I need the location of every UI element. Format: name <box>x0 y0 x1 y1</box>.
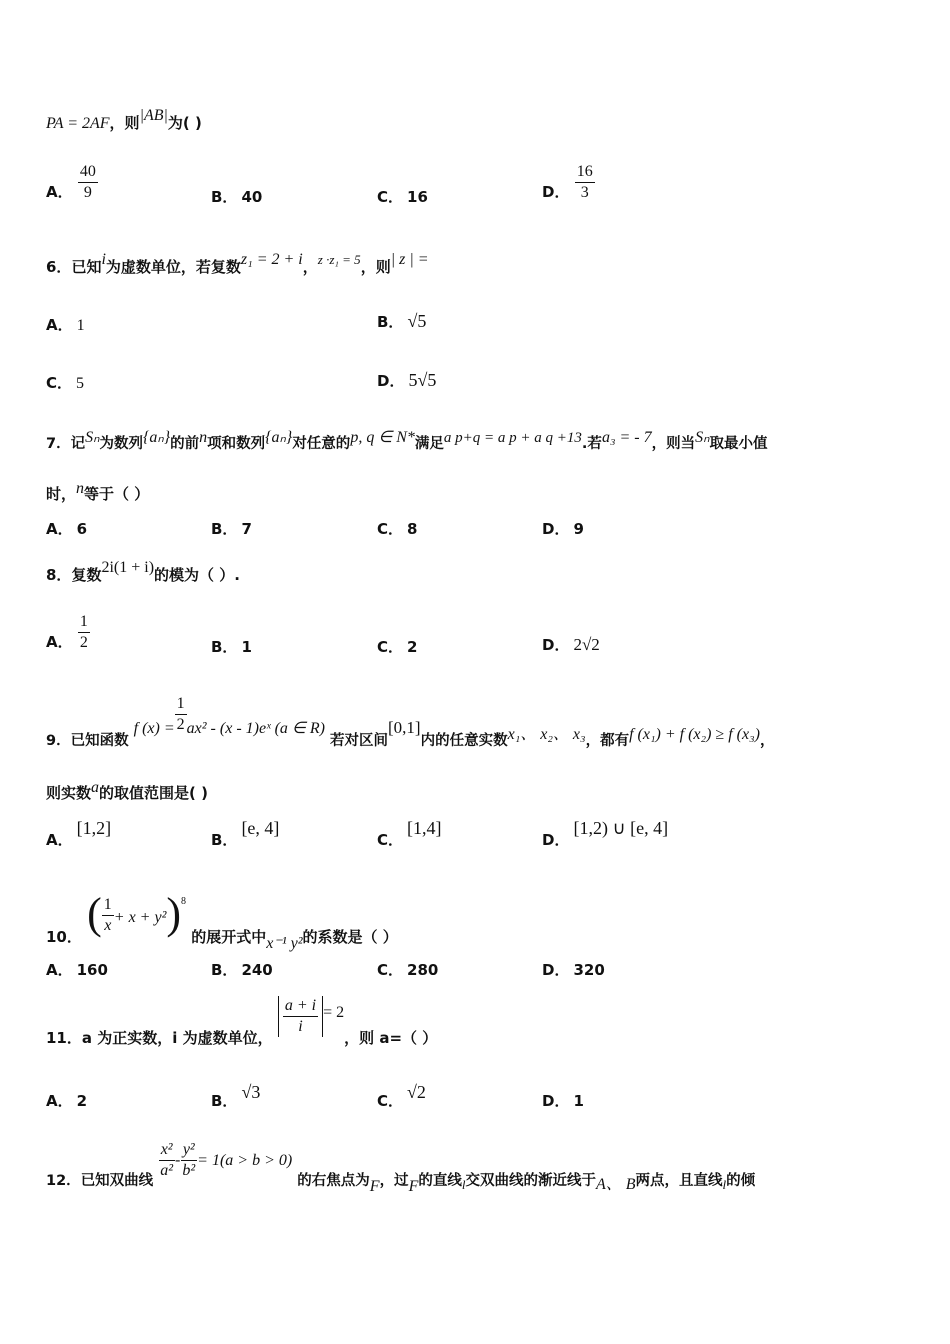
q12-rhs: = 1(a > b > 0) <box>197 1151 293 1169</box>
q9-inequality: f (x₁) + f (x₂) ≥ f (x₃) <box>629 725 760 743</box>
q12-stem: 12．已知双曲线 $\frac{\text{x²}}{\text{a²}}$ - $\frac{\text{y²}}{\text{b²}}$ = 1(a > b > 0) 的右焦点为F，过F的直线l交双曲线的渐近线于A、 B两点，且直线l的倾 <box>46 1141 756 1195</box>
q7-relation: a p+q = a p + a q +13 <box>443 430 582 446</box>
q10-option-c[interactable]: C． 280 <box>377 961 439 979</box>
q7-option-b[interactable]: B． 7 <box>211 520 252 538</box>
q11-option-d[interactable]: D． 1 <box>542 1092 584 1110</box>
q6-product: z ·z₁ = 5 <box>317 252 361 267</box>
q6-z1: z₁ = 2 + i <box>240 251 303 268</box>
q8-option-c[interactable]: C． 2 <box>377 638 418 656</box>
q10-power: 8 <box>181 896 187 907</box>
q5-stem: PA = 2AF，则|AB|为( ) <box>46 107 202 132</box>
q9-stem: 9．已知函数 f (x) = $\frac{1}{2}$ ax² - (x - 1)eˣ (a ∈ R) 若对区间[0,1]内的任意实数x₁、 x₂、 x₃，都有f (x₁) + f (x₂) ≥ f (x₃)， <box>46 695 775 749</box>
question-number: 12． <box>46 1172 81 1189</box>
q10-option-a[interactable]: A． 160 <box>46 961 108 979</box>
q5-option-c[interactable]: C． 16 <box>377 188 428 206</box>
q5-option-d[interactable]: D． $\frac{16}{3}$ <box>542 163 593 201</box>
q10-stem: 10． ( $\frac{1}{x}$ + x + y²)$^8$ 的展开式中x⁻¹ y²的系数是（ ） <box>46 889 398 952</box>
q6-option-a[interactable]: A． 1 <box>46 316 85 334</box>
q8-expression: 2i(1 + i) <box>101 559 155 576</box>
q11-stem: 11．a 为正实数，i 为虚数单位， $\frac{a + i}{i}$ = 2，则 a=（ ） <box>46 997 438 1047</box>
q5-abs-ab: |AB| <box>139 107 168 124</box>
question-number: 9． <box>46 732 71 749</box>
q6-stem: 6．已知i为虚数单位，若复数z₁ = 2 + i，z ·z₁ = 5，则| z | = <box>46 251 429 276</box>
q8-option-a[interactable]: A． $\frac{1}{2}$ <box>46 613 88 651</box>
q12-y-fraction: $\frac{\text{y²}}{\text{b²}}$ <box>182 1141 196 1179</box>
question-number: 7． <box>46 436 71 452</box>
q9-option-c[interactable]: C．[1,4] <box>377 818 442 849</box>
q9-half-fraction: $\frac{1}{2}$ <box>176 695 185 733</box>
q7-option-a[interactable]: A． 6 <box>46 520 88 538</box>
q9-option-b[interactable]: B．[e, 4] <box>211 818 280 849</box>
q7-option-d[interactable]: D． 9 <box>542 520 584 538</box>
q11-option-a[interactable]: A． 2 <box>46 1092 88 1110</box>
question-number: 8． <box>46 566 72 584</box>
q11-modulus: $\frac{a + i}{i}$ <box>278 996 323 1037</box>
question-number: 11． <box>46 1029 82 1047</box>
q10-reciprocal-fraction: $\frac{1}{x}$ <box>103 896 112 934</box>
q8-option-d[interactable]: D． 2√2 <box>542 635 600 654</box>
q6-option-b[interactable]: B． √5 <box>377 311 427 331</box>
q9-interval: [0,1] <box>388 717 421 737</box>
q11-option-c[interactable]: C． √2 <box>377 1082 426 1110</box>
q7-stem-line2: 时，n等于（ ） <box>46 480 150 503</box>
q5-option-d-fraction: $\frac{16}{3}$ <box>576 163 593 201</box>
q9-stem-line2: 则实数a的取值范围是( ) <box>46 779 208 802</box>
q10-option-d[interactable]: D． 320 <box>542 961 605 979</box>
q8-option-b[interactable]: B． 1 <box>211 638 252 656</box>
q9-option-d[interactable]: D．[1,2) ∪ [e, 4] <box>542 818 669 849</box>
q10-option-b[interactable]: B． 240 <box>211 961 273 979</box>
q8-stem: 8．复数2i(1 + i)的模为（ ）. <box>46 559 240 584</box>
q9-option-a[interactable]: A．[1,2] <box>46 818 112 849</box>
q7-option-c[interactable]: C． 8 <box>377 520 418 538</box>
q5-option-a-fraction: $\frac{40}{9}$ <box>79 163 96 201</box>
q10-term: x⁻¹ y² <box>266 935 303 952</box>
question-number: 6． <box>46 258 72 276</box>
q12-x-fraction: $\frac{\text{x²}}{\text{a²}}$ <box>160 1141 174 1179</box>
question-number: 10． <box>46 928 82 946</box>
q5-option-b[interactable]: B． 40 <box>211 188 263 206</box>
q5-option-a[interactable]: A． $\frac{40}{9}$ <box>46 163 96 201</box>
q6-option-d[interactable]: D． 5√5 <box>377 370 437 390</box>
q8-option-a-fraction: $\frac{1}{2}$ <box>79 613 88 651</box>
q6-option-c[interactable]: C． 5 <box>46 374 85 392</box>
q5-condition: PA = 2AF <box>46 115 110 132</box>
q7-stem: 7．记Sₙ为数列{aₙ}的前n项和数列{aₙ}对任意的p, q ∈ N*满足a p+q = a p + a q +13.若a₃ = - 7，则当Sₙ取最小值 <box>46 429 768 452</box>
q6-modulus: | z | = <box>390 251 429 268</box>
q11-option-b[interactable]: B． √3 <box>211 1082 261 1110</box>
